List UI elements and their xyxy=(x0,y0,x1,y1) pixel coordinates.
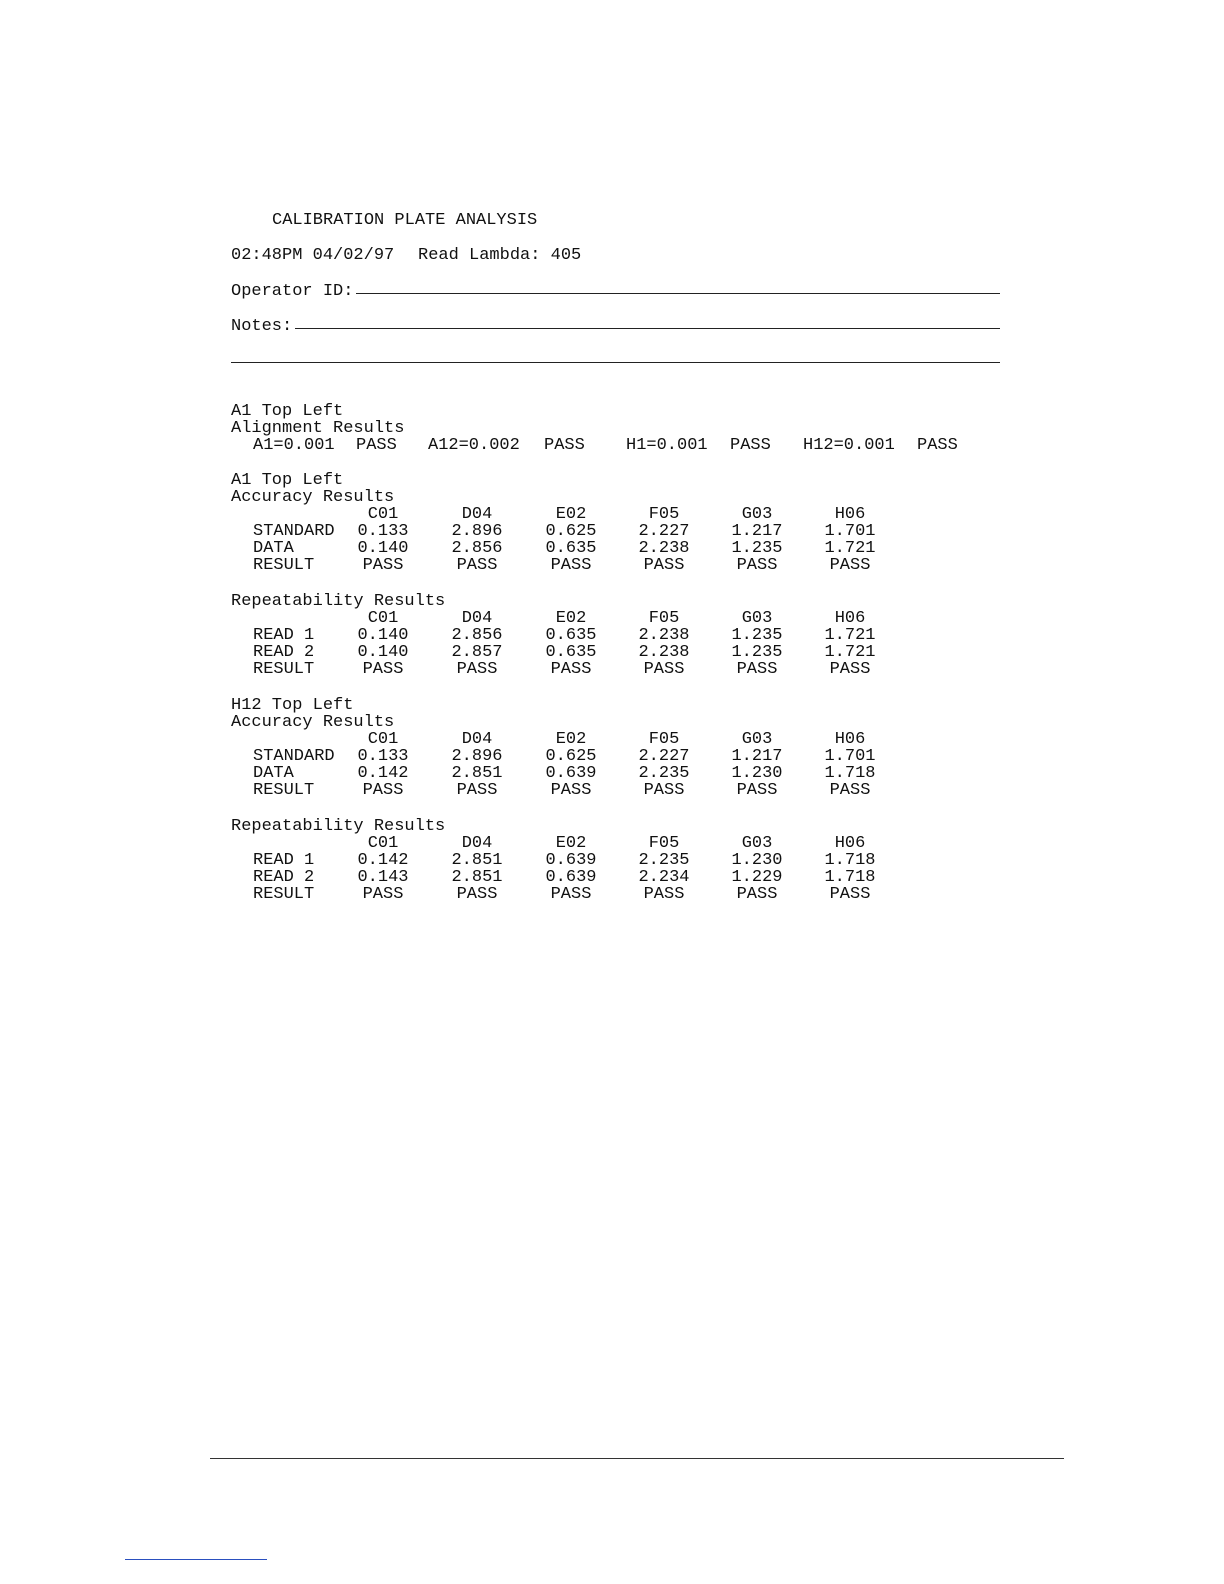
row-label: STANDARD xyxy=(253,522,335,541)
row-label: RESULT xyxy=(253,781,315,800)
alignment-result: PASS xyxy=(544,436,585,455)
section-title: Accuracy Results xyxy=(231,713,395,732)
table-cell: PASS xyxy=(456,781,498,800)
column-header: C01 xyxy=(367,834,399,853)
read-lambda: Read Lambda: 405 xyxy=(418,246,582,265)
table-cell: 0.635 xyxy=(545,643,597,662)
column-header: F05 xyxy=(648,505,680,524)
table-cell: PASS xyxy=(829,556,871,575)
column-header: D04 xyxy=(461,609,493,628)
table-cell: 2.857 xyxy=(451,643,503,662)
column-header: G03 xyxy=(741,609,773,628)
table-cell: PASS xyxy=(550,660,592,679)
table-cell: 0.140 xyxy=(357,626,409,645)
table-cell: PASS xyxy=(456,556,498,575)
table-cell: PASS xyxy=(550,556,592,575)
table-cell: 2.227 xyxy=(638,747,690,766)
table-cell: PASS xyxy=(829,885,871,904)
footer-link-rule xyxy=(125,1559,267,1560)
notes-label: Notes: xyxy=(231,317,293,336)
table-cell: PASS xyxy=(829,781,871,800)
table-cell: 2.227 xyxy=(638,522,690,541)
footer-rule xyxy=(210,1458,1064,1459)
row-label: READ 1 xyxy=(253,851,315,870)
operator-id-line xyxy=(356,293,1000,294)
table-cell: 2.851 xyxy=(451,764,503,783)
table-cell: 0.639 xyxy=(545,868,597,887)
row-label: RESULT xyxy=(253,885,315,904)
table-cell: 0.142 xyxy=(357,851,409,870)
table-cell: 1.701 xyxy=(824,747,876,766)
table-cell: 2.234 xyxy=(638,868,690,887)
column-header: G03 xyxy=(741,505,773,524)
row-label: RESULT xyxy=(253,660,315,679)
table-cell: 1.230 xyxy=(731,764,783,783)
table-cell: 0.140 xyxy=(357,643,409,662)
table-cell: 1.235 xyxy=(731,626,783,645)
table-cell: PASS xyxy=(362,660,404,679)
table-cell: PASS xyxy=(736,556,778,575)
table-cell: 0.639 xyxy=(545,764,597,783)
column-header: F05 xyxy=(648,730,680,749)
table-cell: PASS xyxy=(736,781,778,800)
table-cell: PASS xyxy=(643,556,685,575)
table-cell: PASS xyxy=(643,660,685,679)
table-cell: 1.701 xyxy=(824,522,876,541)
alignment-value: A12=0.002 xyxy=(428,436,520,455)
row-label: READ 1 xyxy=(253,626,315,645)
alignment-result: PASS xyxy=(356,436,397,455)
table-cell: 2.235 xyxy=(638,851,690,870)
column-header: H06 xyxy=(834,730,866,749)
section-position: H12 Top Left xyxy=(231,696,354,715)
table-cell: PASS xyxy=(362,885,404,904)
table-cell: PASS xyxy=(829,660,871,679)
table-cell: 2.851 xyxy=(451,851,503,870)
alignment-position: A1 Top Left xyxy=(231,402,344,421)
alignment-result: PASS xyxy=(730,436,771,455)
table-cell: PASS xyxy=(456,660,498,679)
table-cell: 2.896 xyxy=(451,522,503,541)
operator-id-label: Operator ID: xyxy=(231,282,354,301)
table-cell: 1.229 xyxy=(731,868,783,887)
alignment-result: PASS xyxy=(917,436,958,455)
column-header: H06 xyxy=(834,609,866,628)
table-cell: 1.217 xyxy=(731,522,783,541)
table-cell: 0.140 xyxy=(357,539,409,558)
notes-line-1 xyxy=(295,328,1000,329)
page-title: CALIBRATION PLATE ANALYSIS xyxy=(272,211,538,230)
table-cell: 1.718 xyxy=(824,868,876,887)
alignment-value: H12=0.001 xyxy=(803,436,895,455)
section-title: Repeatability Results xyxy=(231,817,446,836)
table-cell: 2.238 xyxy=(638,539,690,558)
table-cell: 1.718 xyxy=(824,764,876,783)
table-cell: 2.238 xyxy=(638,626,690,645)
column-header: G03 xyxy=(741,730,773,749)
table-cell: 2.851 xyxy=(451,868,503,887)
table-cell: PASS xyxy=(362,781,404,800)
table-cell: 2.238 xyxy=(638,643,690,662)
row-label: RESULT xyxy=(253,556,315,575)
table-cell: PASS xyxy=(643,885,685,904)
alignment-title: Alignment Results xyxy=(231,419,405,438)
table-cell: 1.718 xyxy=(824,851,876,870)
table-cell: 0.625 xyxy=(545,747,597,766)
section-position: A1 Top Left xyxy=(231,471,344,490)
table-cell: 0.639 xyxy=(545,851,597,870)
table-cell: PASS xyxy=(550,885,592,904)
column-header: D04 xyxy=(461,834,493,853)
table-cell: 1.230 xyxy=(731,851,783,870)
column-header: D04 xyxy=(461,505,493,524)
section-title: Accuracy Results xyxy=(231,488,395,507)
table-cell: 2.896 xyxy=(451,747,503,766)
table-cell: 1.235 xyxy=(731,643,783,662)
table-cell: 1.721 xyxy=(824,626,876,645)
table-cell: 0.142 xyxy=(357,764,409,783)
alignment-value: A1=0.001 xyxy=(253,436,335,455)
column-header: G03 xyxy=(741,834,773,853)
column-header: F05 xyxy=(648,609,680,628)
column-header: D04 xyxy=(461,730,493,749)
table-cell: PASS xyxy=(736,660,778,679)
row-label: DATA xyxy=(253,539,294,558)
table-cell: 0.133 xyxy=(357,522,409,541)
table-cell: 0.133 xyxy=(357,747,409,766)
table-cell: 2.856 xyxy=(451,539,503,558)
table-cell: PASS xyxy=(362,556,404,575)
table-cell: 0.625 xyxy=(545,522,597,541)
column-header: C01 xyxy=(367,730,399,749)
table-cell: 1.217 xyxy=(731,747,783,766)
row-label: READ 2 xyxy=(253,868,315,887)
table-cell: PASS xyxy=(736,885,778,904)
column-header: F05 xyxy=(648,834,680,853)
table-cell: PASS xyxy=(456,885,498,904)
notes-line-2 xyxy=(231,362,1000,363)
column-header: E02 xyxy=(555,730,587,749)
row-label: READ 2 xyxy=(253,643,315,662)
column-header: H06 xyxy=(834,505,866,524)
column-header: E02 xyxy=(555,505,587,524)
column-header: E02 xyxy=(555,609,587,628)
table-cell: 0.635 xyxy=(545,539,597,558)
column-header: C01 xyxy=(367,609,399,628)
row-label: STANDARD xyxy=(253,747,335,766)
table-cell: 1.721 xyxy=(824,643,876,662)
table-cell: 2.235 xyxy=(638,764,690,783)
table-cell: PASS xyxy=(643,781,685,800)
alignment-value: H1=0.001 xyxy=(626,436,708,455)
table-cell: 1.235 xyxy=(731,539,783,558)
table-cell: 0.635 xyxy=(545,626,597,645)
timestamp: 02:48PM 04/02/97 xyxy=(231,246,395,265)
table-cell: 1.721 xyxy=(824,539,876,558)
column-header: H06 xyxy=(834,834,866,853)
column-header: C01 xyxy=(367,505,399,524)
table-cell: PASS xyxy=(550,781,592,800)
table-cell: 0.143 xyxy=(357,868,409,887)
column-header: E02 xyxy=(555,834,587,853)
row-label: DATA xyxy=(253,764,294,783)
section-title: Repeatability Results xyxy=(231,592,446,611)
table-cell: 2.856 xyxy=(451,626,503,645)
